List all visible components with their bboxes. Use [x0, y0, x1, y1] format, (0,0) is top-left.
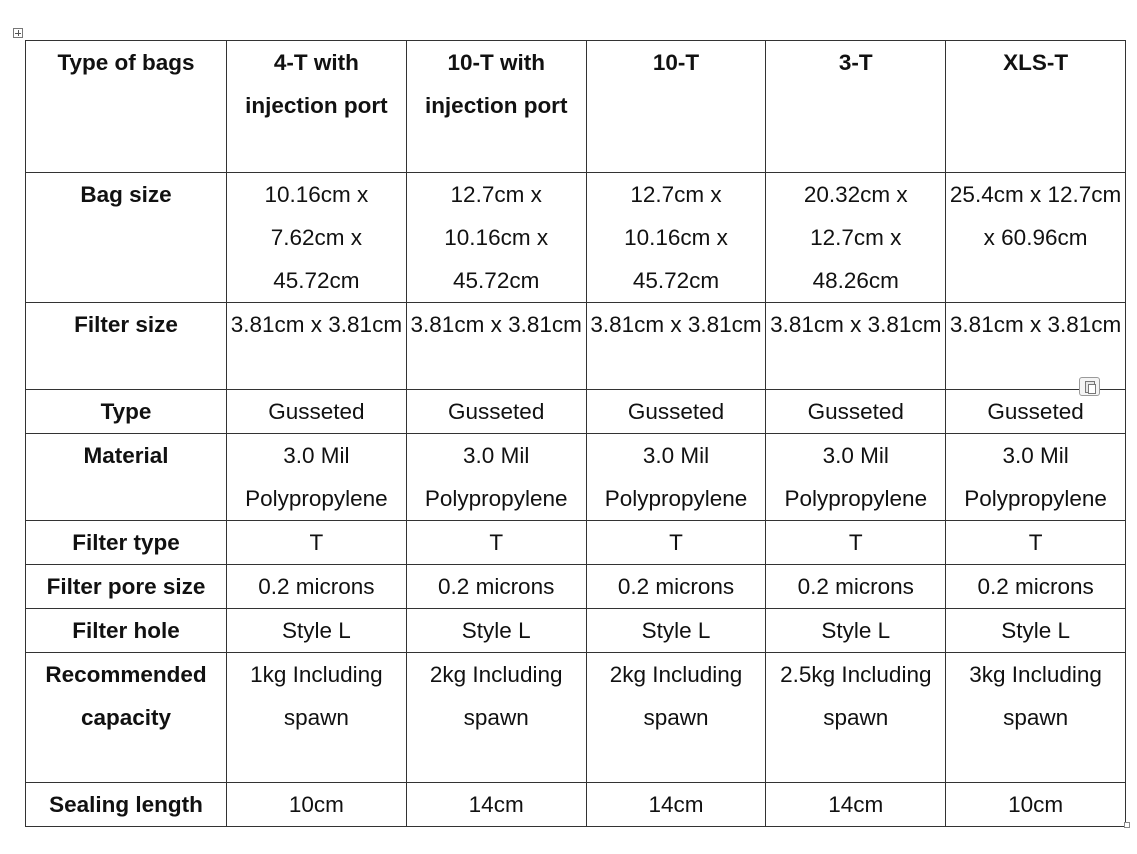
table-cell[interactable]: 10cm: [227, 783, 407, 827]
table-cell[interactable]: 14cm: [586, 783, 766, 827]
table-cell[interactable]: 3.81cm x 3.81cm: [946, 303, 1126, 390]
table-move-handle-icon[interactable]: [13, 28, 23, 38]
table-row: [26, 783, 1126, 827]
table-cell[interactable]: Gusseted: [406, 390, 586, 434]
row-label-cell[interactable]: Sealing length: [26, 783, 227, 827]
table-row: [26, 390, 1126, 434]
header-cell[interactable]: Type of bags: [26, 41, 227, 173]
table-cell[interactable]: 2kg Including spawn: [406, 653, 586, 783]
table-cell[interactable]: 20.32cm x 12.7cm x 48.26cm: [766, 173, 946, 303]
table-cell[interactable]: 10.16cm x 7.62cm x 45.72cm: [227, 173, 407, 303]
row-label-cell[interactable]: Type: [26, 390, 227, 434]
row-label-cell[interactable]: Filter size: [26, 303, 227, 390]
table-cell[interactable]: Style L: [946, 609, 1126, 653]
table-cell[interactable]: 3.0 Mil Polypropylene: [946, 434, 1126, 521]
table-cell[interactable]: 2kg Including spawn: [586, 653, 766, 783]
table-row: [26, 565, 1126, 609]
table-cell[interactable]: 12.7cm x 10.16cm x 45.72cm: [406, 173, 586, 303]
table-cell[interactable]: Style L: [766, 609, 946, 653]
table-cell[interactable]: 3.0 Mil Polypropylene: [586, 434, 766, 521]
table-cell[interactable]: 3.0 Mil Polypropylene: [227, 434, 407, 521]
table-cell[interactable]: Gusseted: [586, 390, 766, 434]
table-cell[interactable]: 3.81cm x 3.81cm: [406, 303, 586, 390]
table-cell[interactable]: 3.81cm x 3.81cm: [586, 303, 766, 390]
table-cell[interactable]: 0.2 microns: [227, 565, 407, 609]
table-cell[interactable]: T: [586, 521, 766, 565]
table-cell[interactable]: T: [946, 521, 1126, 565]
table-row: [26, 521, 1126, 565]
table-cell[interactable]: Gusseted: [946, 390, 1126, 434]
table-cell[interactable]: 3.0 Mil Polypropylene: [406, 434, 586, 521]
table-cell[interactable]: 0.2 microns: [406, 565, 586, 609]
table-cell[interactable]: 3.81cm x 3.81cm: [766, 303, 946, 390]
table-cell[interactable]: Gusseted: [227, 390, 407, 434]
row-label-cell[interactable]: Filter hole: [26, 609, 227, 653]
table-row: [26, 434, 1126, 521]
table-row: [26, 609, 1126, 653]
table-cell[interactable]: 0.2 microns: [766, 565, 946, 609]
table-cell[interactable]: T: [227, 521, 407, 565]
header-cell[interactable]: 10-T: [586, 41, 766, 173]
row-label-cell[interactable]: Material: [26, 434, 227, 521]
table-cell[interactable]: 3.0 Mil Polypropylene: [766, 434, 946, 521]
table-row: [26, 173, 1126, 303]
row-label-cell[interactable]: Filter type: [26, 521, 227, 565]
table-cell[interactable]: 0.2 microns: [946, 565, 1126, 609]
header-cell[interactable]: XLS-T: [946, 41, 1126, 173]
table-row: [26, 303, 1126, 390]
table-cell[interactable]: 2.5kg Including spawn: [766, 653, 946, 783]
table-cell[interactable]: Style L: [227, 609, 407, 653]
table-resize-handle-icon[interactable]: [1124, 822, 1130, 828]
row-label-cell[interactable]: Bag size: [26, 173, 227, 303]
table-cell[interactable]: 1kg Including spawn: [227, 653, 407, 783]
paste-options-icon[interactable]: [1079, 377, 1100, 396]
table-cell[interactable]: 3kg Including spawn: [946, 653, 1126, 783]
header-cell[interactable]: 10-T with injection port: [406, 41, 586, 173]
table-cell[interactable]: 14cm: [766, 783, 946, 827]
table-row: [26, 653, 1126, 783]
bag-spec-table: [25, 40, 1126, 827]
table-cell[interactable]: T: [406, 521, 586, 565]
table-cell[interactable]: Style L: [406, 609, 586, 653]
header-cell[interactable]: 4-T with injection port: [227, 41, 407, 173]
table-cell[interactable]: 12.7cm x 10.16cm x 45.72cm: [586, 173, 766, 303]
table-cell[interactable]: Gusseted: [766, 390, 946, 434]
table-cell[interactable]: 0.2 microns: [586, 565, 766, 609]
row-label-cell[interactable]: Filter pore size: [26, 565, 227, 609]
table-cell[interactable]: 10cm: [946, 783, 1126, 827]
table-cell[interactable]: 25.4cm x 12.7cm x 60.96cm: [946, 173, 1126, 303]
row-label-cell[interactable]: Recommended capacity: [26, 653, 227, 783]
header-cell[interactable]: 3-T: [766, 41, 946, 173]
table-cell[interactable]: 14cm: [406, 783, 586, 827]
table-cell[interactable]: T: [766, 521, 946, 565]
table-cell[interactable]: Style L: [586, 609, 766, 653]
table-header-row: [26, 41, 1126, 173]
table-cell[interactable]: 3.81cm x 3.81cm: [227, 303, 407, 390]
